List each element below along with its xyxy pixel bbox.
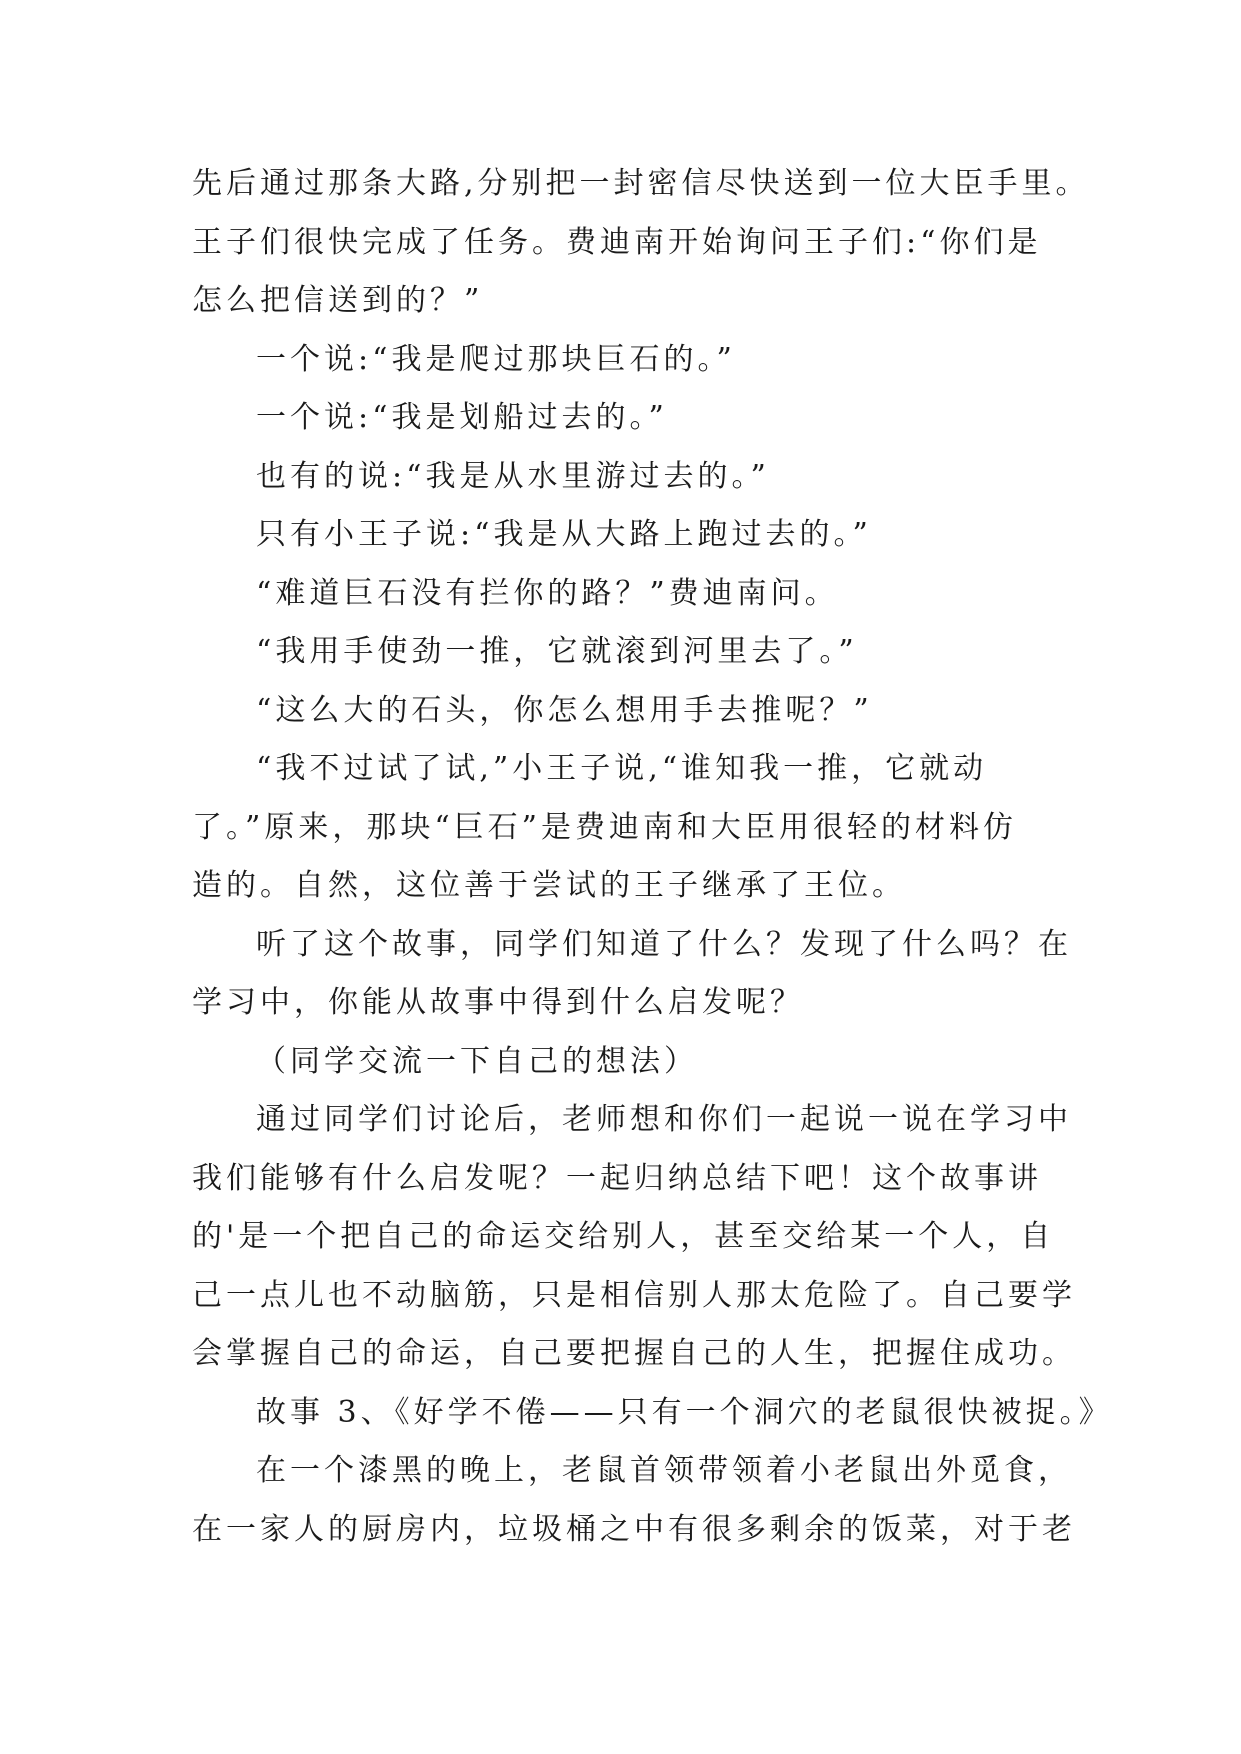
body-text (192, 162, 1112, 1566)
text-line: 了。”原来，那块“巨石”是费迪南和大臣用很轻的材料仿 (192, 809, 1018, 845)
text-line: 只有小王子说:“我是从大路上跑过去的。” (256, 517, 872, 552)
text-line: 先后通过那条大路,分别把一封密信尽快送到一位大臣手里。 (192, 166, 1090, 201)
text-line: 学习中，你能从故事中得到什么启发呢？ (192, 985, 804, 1020)
text-line: 故事 3、《好学不倦——只有一个洞穴的老鼠很快被捉。》 (256, 1394, 1113, 1430)
text-line: 造的。自然，这位善于尝试的王子继承了王位。 (192, 868, 906, 903)
text-line: “我不过试了试,”小王子说,“谁知我一推，它就动 (256, 751, 988, 786)
text-line: 王子们很快完成了任务。费迪南开始询问王子们:“你们是 (192, 224, 1042, 260)
text-line: （同学交流一下自己的想法） (256, 1043, 698, 1079)
text-line: 会掌握自己的命运，自己要把握自己的人生，把握住成功。 (192, 1336, 1076, 1371)
text-line: 一个说:“我是爬过那块巨石的。” (256, 341, 736, 377)
text-line: 怎么把信送到的？” (192, 283, 484, 318)
text-line: 在一家人的厨房内，垃圾桶之中有很多剩余的饭菜，对于老 (192, 1511, 1076, 1547)
text-line: 我们能够有什么启发呢？一起归纳总结下吧！这个故事讲 (192, 1160, 1042, 1196)
text-line: 的'是一个把自己的命运交给别人，甚至交给某一个人，自 (192, 1219, 1055, 1254)
text-line: 通过同学们讨论后，老师想和你们一起说一说在学习中 (256, 1102, 1072, 1137)
text-line: “这么大的石头，你怎么想用手去推呢？” (256, 692, 873, 728)
text-line: 也有的说:“我是从水里游过去的。” (256, 458, 770, 494)
text-line: 一个说:“我是划船过去的。” (256, 400, 668, 435)
text-line: 在一个漆黑的晚上，老鼠首领带领着小老鼠出外觅食， (256, 1453, 1072, 1488)
text-line: 听了这个故事，同学们知道了什么？发现了什么吗？在 (256, 926, 1072, 962)
text-line: “难道巨石没有拦你的路？”费迪南问。 (256, 575, 839, 611)
text-line: 己一点儿也不动脑筋，只是相信别人那太危险了。自己要学 (192, 1277, 1076, 1313)
text-line: “我用手使劲一推，它就滚到河里去了。” (256, 634, 858, 669)
